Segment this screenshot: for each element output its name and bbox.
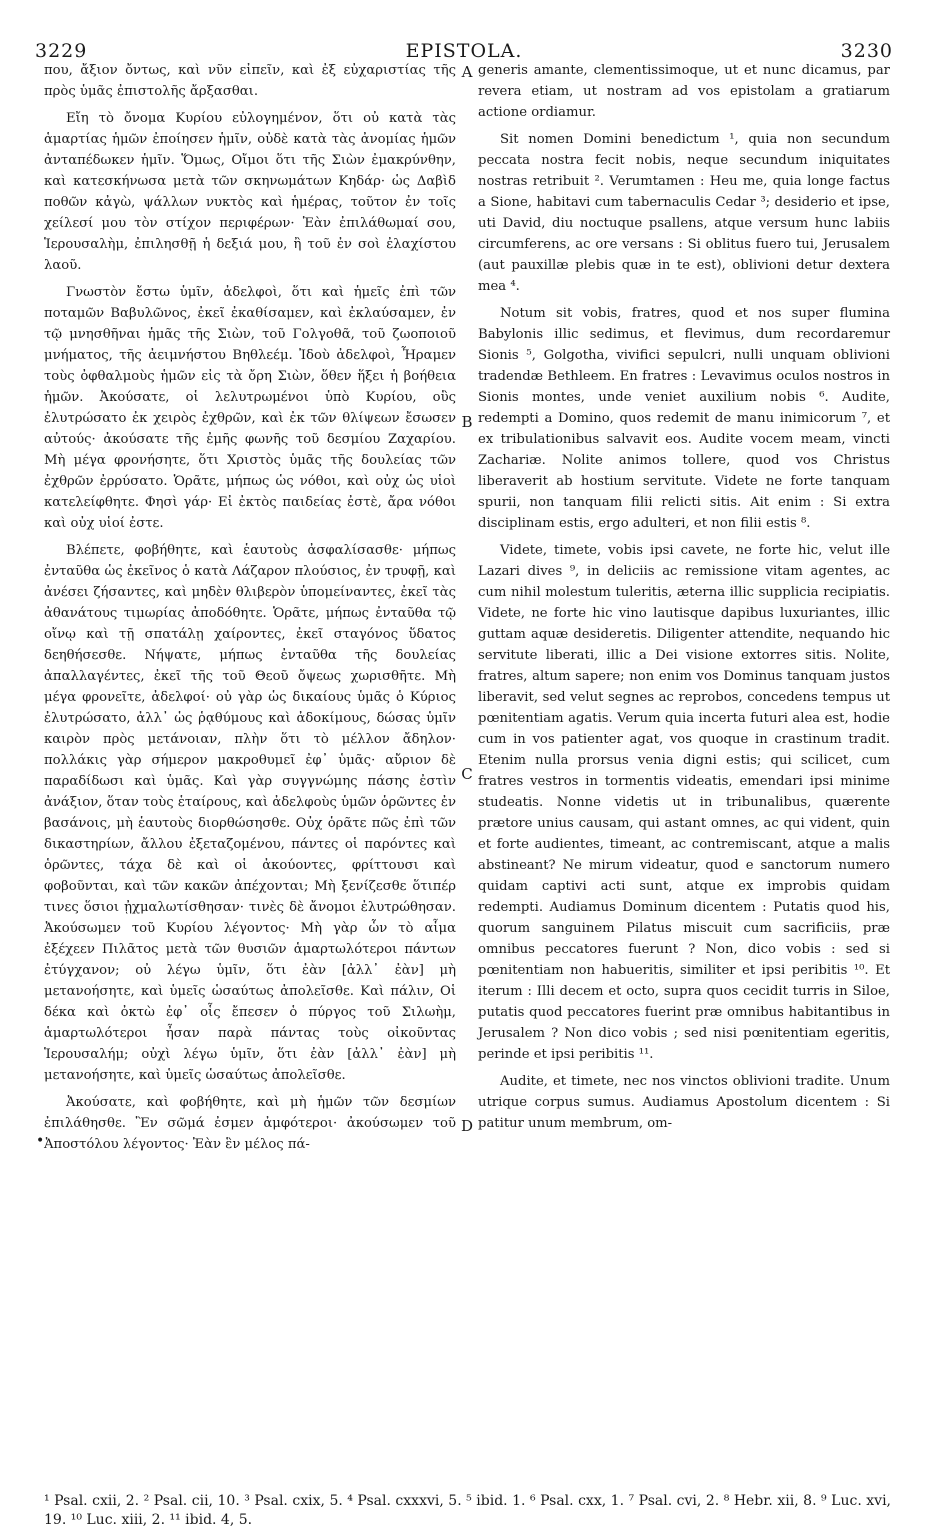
latin-paragraph-2: Sit nomen Domini benedictum ¹, quia non secundum peccata nostra fecit nobis, neque secundum iniquitates nostras retribuit ². Verumtamen : Heu me, quia longe factus a Sione, habitavi cum tabernaculis Cedar ³; desiderio et ipse, uti David, diu noctuque psallens, atque versum hunc labiis circumferens, ac ore versans : Si oblitus fuero tui, Jerusalem (aut pauxillæ plebis quæ in te est), oblivioni detur dextera mea ⁴. <box>478 132 890 294</box>
footnotes: ¹ Psal. cxii, 2. ² Psal. cii, 10. ³ Psal. cxix, 5. ⁴ Psal. cxxxvi, 5. ⁵ ibid. 1. ⁶ Psal. cxx, 1. ⁷ Psal. cvi, 2. ⁸ Hebr. xii, 8. ⁹ Luc. xvi, 19. ¹⁰ Luc. xiii, 2. ¹¹ ibid. 4, 5. <box>44 1493 891 1528</box>
page-number-left: 3229 <box>35 40 88 62</box>
section-marker-c: C <box>461 765 473 783</box>
latin-paragraph-3: Notum sit vobis, fratres, quod et nos super flumina Babylonis illic sedimus, et flevimus, dum recordaremur Sionis ⁵, Golgotha, vivifici sepulcri, nulli unquam oblivioni tradendæ Bethleem. En fratres : Levavimus oculos nostros in Sionis montes, unde veniet auxilium nobis ⁶. Audite, redempti a Domino, quos redemit de manu inimicorum ⁷, et ex tribulationibus salvavit eos. Audite vocem meam, vincti Zachariæ. Nolite animos tollere, quod vos Christus liberaverit ab hostium servitute. Videte ne forte tanquam spurii, non tanquam filii relicti sitis. Ait enim : Si extra disciplinam estis, ergo adulteri, et non filii estis ⁸. <box>478 306 890 531</box>
page-number-right: 3230 <box>840 40 893 62</box>
latin-paragraph-1: generis amante, clementissimoque, ut et nunc dicamus, par revera etiam, ut nostram ad vos epistolam a gratiarum actione ordiamur. <box>478 63 890 120</box>
page-title: EPISTOLA. <box>405 40 523 62</box>
greek-column <box>44 60 456 1155</box>
greek-paragraph-1: που, ἄξιον ὄντως, καὶ νῦν εἰπεῖν, καὶ ἐξ εὐχαριστίας τῆς πρὸς ὑμᾶς ἐπιστολῆς ἄρξασθαι. <box>44 63 456 99</box>
latin-paragraph-4: Videte, timete, vobis ipsi cavete, ne forte hic, velut ille Lazari dives ⁹, in deliciis ac remissione vitam agentes, ac cum nihil molestum tuleritis, æterna illic supplicia recipiatis. Videte, ne forte hic vino lautisque dapibus luxuriantes, illic guttam aquæ desideretis. Diligenter attendite, nequando hic servitute liberati, illic a Dei visione extorres sitis. Nolite, fratres, altum sapere; non enim vos Dominus tanquam justos liberavit, sed velut segnes ac reprobos, concedens tempus ut pœnitentiam agatis. Verum quia incerta futuri alea est, hodie cum in vos patienter agat, vos quoque in crastinum tradit. Etenim nulla prorsus venia digni estis; qui scilicet, cum fratres vestros in tormentis videatis, emendari ipsi minime studeatis. Nonne videtis ut in tribunalibus, quærente prætore unius causam, qui astant omnes, ac qui vident, quin et forte audientes, timeant, ac contremiscant, atque a malis abstineant? Ne mirum videatur, quod e sanctorum numero quidam captivi acti sunt, atque ex improbis quidam redempti. Audiamus Dominum dicentem : Putatis quod his, quorum sanguinem Pilatus miscuit cum sacrificiis, præ omnibus peccatores fuerunt ? Non, dico vobis : sed si pœnitentiam non habueritis, similiter et ipsi peribitis ¹⁰. Et iterum : Illi decem et octo, supra quos cecidit turris in Siloe, putatis quod peccatores fuerint præ omnibus habitantibus in Jerusalem ? Non dico vobis ; sed nisi pœnitentiam egeritis, perinde et ipsi peribitis ¹¹. <box>478 543 890 1062</box>
latin-paragraph-5: Audite, et timete, nec nos vinctos oblivioni tradite. Unum utrique corpus sumus. Audiamus Apostolum dicentem : Si patitur unum membrum, om- <box>478 1074 890 1131</box>
greek-paragraph-5: Ἀκούσατε, καὶ φοβήθητε, καὶ μὴ ἡμῶν τῶν δεσμίων ἐπιλάθησθε. Ἓν σῶμά ἐσμεν ἀμφότεροι· ἀκούσωμεν τοῦ Ἀποστόλου λέγοντος· Ἐὰν ἓν μέλος πά- <box>44 1095 456 1152</box>
latin-column <box>478 60 890 1134</box>
margin-dot: • <box>36 1133 45 1149</box>
section-marker-d: D <box>460 1117 474 1135</box>
greek-paragraph-3: Γνωστὸν ἔστω ὑμῖν, ἀδελφοὶ, ὅτι καὶ ἡμεῖς ἐπὶ τῶν ποταμῶν Βαβυλῶνος, ἐκεῖ ἐκαθίσαμεν, καὶ ἐκλαύσαμεν, ἐν τῷ μνησθῆναι ἡμᾶς τῆς Σιὼν, τοῦ Γολγοθᾶ, τοῦ ζωοποιοῦ μνήματος, τῆς ἀειμνήστου Βηθλεέμ. Ἰδοὺ ἀδελφοὶ, Ἦραμεν τοὺς ὀφθαλμοὺς ἡμῶν εἰς τὰ ὄρη Σιὼν, ὅθεν ἥξει ἡ βοήθεια ἡμῶν. Ἀκούσατε, οἱ λελυτρωμένοι ὑπὸ Κυρίου, οὓς ἐλυτρώσατο ἐκ χειρὸς ἐχθρῶν, καὶ ἐκ τῶν θλίψεων ἔσωσεν αὐτούς· ἀκούσατε τῆς ἐμῆς φωνῆς τοῦ δεσμίου Ζαχαρίου. Μὴ μέγα φρονήσητε, ὅτι Χριστὸς ὑμᾶς τῆς δουλείας τῶν ἐχθρῶν ἐρρύσατο. Ὁρᾶτε, μήπως ὡς νόθοι, καὶ οὐχ ὡς υἱοὶ κατελείφθητε. Φησὶ γάρ· Εἰ ἐκτὸς παιδείας ἐστὲ, ἄρα νόθοι καὶ οὐχ υἱοί ἐστε. <box>44 285 456 531</box>
greek-paragraph-2: Εἴη τὸ ὄνομα Κυρίου εὐλογημένον, ὅτι οὐ κατὰ τὰς ἁμαρτίας ἡμῶν ἐποίησεν ἡμῖν, οὐδὲ κατὰ τὰς ἀνομίας ἡμῶν ἀνταπέδωκεν ἡμῖν. Ὅμως, Οἴμοι ὅτι τῆς Σιὼν ἐμακρύνθην, καὶ κατεσκήνωσα μετὰ τῶν σκηνωμάτων Κηδάρ· ὡς Δαβὶδ ποθῶν κἀγὼ, ψάλλων νυκτὸς καὶ ἡμέρας, τοῦτον ἐν τοῖς χείλεσί μου τὸν στίχον περιφέρων· Ἐὰν ἐπιλάθωμαί σου, Ἱερουσαλὴμ, ἐπιλησθῇ ἡ δεξιά μου, ἢ τοῦ ἐν σοὶ ἐλαχίστου λαοῦ. <box>44 111 456 273</box>
section-marker-a: A <box>461 63 473 81</box>
greek-paragraph-4: Βλέπετε, φοβήθητε, καὶ ἑαυτοὺς ἀσφαλίσασθε· μήπως ἐνταῦθα ὡς ἐκεῖνος ὁ κατὰ Λάζαρον πλούσιος, ἐν τρυφῇ, καὶ ἀνέσει ζήσαντες, καὶ μηδὲν θλιβερὸν ὑπομείναντες, ἐκεῖ τὰς ἀθανάτους τιμωρίας ἀποδόθητε. Ὁρᾶτε, μήπως ἐνταῦθα τῷ οἴνῳ καὶ τῇ σπατάλῃ χαίροντες, ἐκεῖ σταγόνος ὕδατος δεηθήσεσθε. Νήψατε, μήπως ἐνταῦθα τῆς δουλείας ἀπαλλαγέντες, ἐκεῖ τῆς τοῦ Θεοῦ ὄψεως χωρισθῆτε. Μὴ μέγα φρονεῖτε, ἀδελφοί· οὐ γὰρ ὡς δικαίους ὑμᾶς ὁ Κύριος ἐλυτρώσατο, ἀλλ᾽ ὡς ῥᾳθύμους καὶ ἀδοκίμους, δώσας ὑμῖν καιρὸν πρὸς μετάνοιαν, πλὴν ὅτι τὸ μέλλον ἄδηλον· πολλάκις γὰρ σήμερον μακροθυμεῖ ἐφ᾽ ὑμᾶς· αὔριον δὲ παραδίδωσι καὶ ὑμᾶς. Καὶ γὰρ συγγνώμης πάσης ἐστὶν ἀνάξιον, ὅταν τοὺς ἑταίρους, καὶ ἀδελφοὺς ὑμῶν ὁρῶντες ἐν βασάνοις, μὴ ἑαυτοὺς διορθώσησθε. Οὐχ ὁρᾶτε πῶς ἐπὶ τῶν δικαστηρίων, ἄλλου ἐξεταζομένου, πάντες οἱ παρόντες καὶ ὁρῶντες, τάχα δὲ καὶ οἱ ἀκούοντες, φρίττουσι καὶ φοβοῦνται, καὶ τῶν κακῶν ἀπέχονται; Μὴ ξενίζεσθε ὅτιπέρ τινες ὅσιοι ᾐχμαλωτίσθησαν· τινὲς δὲ ἄνομοι ἐλυτρώθησαν. Ἀκούσωμεν τοῦ Κυρίου λέγοντος· Μὴ γὰρ ὧν τὸ αἷμα ἐξέχεεν Πιλᾶτος μετὰ τῶν θυσιῶν ἁμαρτωλότεροι πάντων ἐτύγχανον; οὐ λέγω ὑμῖν, ὅτι ἐὰν [ἀλλ᾽ ἐὰν] μὴ μετανοήσητε, καὶ ὑμεῖς ὡσαύτως ἀπολεῖσθε. Καὶ πάλιν, Οἱ δέκα καὶ ὀκτὼ ἐφ᾽ οἷς ἔπεσεν ὁ πύργος τοῦ Σιλωὴμ, ἁμαρτωλότεροι ἦσαν παρὰ πάντας τοὺς οἰκοῦντας Ἱερουσαλήμ; οὐχὶ λέγω ὑμῖν, ὅτι ἐὰν [ἀλλ᾽ ἐὰν] μὴ μετανοήσητε, καὶ ὑμεῖς ὡσαύτως ἀπολεῖσθε. <box>44 543 456 1083</box>
section-marker-b: B <box>461 413 473 431</box>
